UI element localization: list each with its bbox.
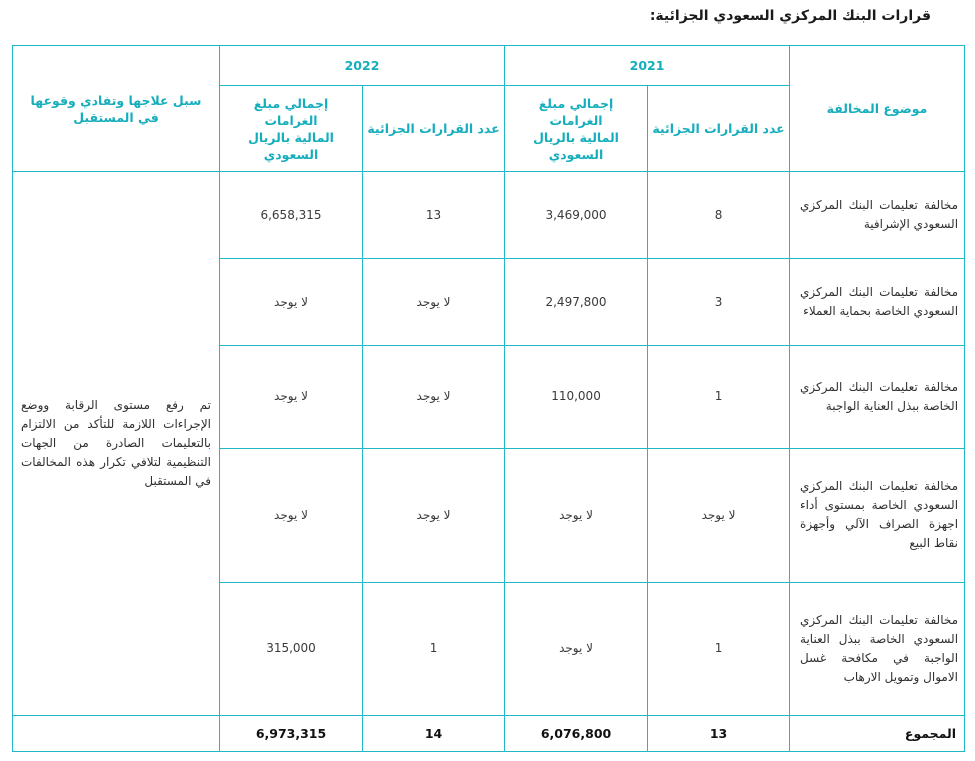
header-year-2021: 2021 bbox=[505, 46, 790, 86]
violation-subject: مخالفة تعليمات البنك المركزي الخاصة ببذل العناية الواجبة bbox=[790, 346, 965, 448]
count-2021: 1 bbox=[648, 346, 790, 448]
count-2021: 1 bbox=[648, 582, 790, 715]
remedy-text: تم رفع مستوى الرقابة ووضع الإجراءات اللازمة للتأكد من الالتزام بالتعليمات الصادرة من الجهات التنظيمية لتلافي تكرار هذه المخالفات في المستقبل bbox=[13, 172, 220, 716]
violation-subject: مخالفة تعليمات البنك المركزي السعودي الخاصة بحماية العملاء bbox=[790, 259, 965, 346]
count-2021: 8 bbox=[648, 172, 790, 259]
violation-subject: مخالفة تعليمات البنك المركزي السعودي الخاصة بمستوى أداء اجهزة الصراف الآلي وأجهزة نقاط البيع bbox=[790, 448, 965, 582]
amount-2022: لا يوجد bbox=[220, 448, 363, 582]
header-count-2021: عدد القرارات الجزائية bbox=[648, 86, 790, 172]
total-empty-cell bbox=[13, 715, 220, 751]
amount-2021: لا يوجد bbox=[505, 582, 648, 715]
total-amount-2021: 6,076,800 bbox=[505, 715, 648, 751]
count-2022: 13 bbox=[363, 172, 505, 259]
total-count-2022: 14 bbox=[363, 715, 505, 751]
amount-2021: لا يوجد bbox=[505, 448, 648, 582]
amount-2021: 3,469,000 bbox=[505, 172, 648, 259]
count-2021: 3 bbox=[648, 259, 790, 346]
amount-2022: 6,658,315 bbox=[220, 172, 363, 259]
violation-subject: مخالفة تعليمات البنك المركزي السعودي الإشرافية bbox=[790, 172, 965, 259]
amount-2022: لا يوجد bbox=[220, 259, 363, 346]
penalties-table bbox=[12, 45, 965, 752]
total-amount-2022: 6,973,315 bbox=[220, 715, 363, 751]
amount-2022: لا يوجد bbox=[220, 346, 363, 448]
header-subject: موضوع المخالفة bbox=[790, 46, 965, 172]
count-2022: 1 bbox=[363, 582, 505, 715]
count-2021: لا يوجد bbox=[648, 448, 790, 582]
count-2022: لا يوجد bbox=[363, 448, 505, 582]
violation-subject: مخالفة تعليمات البنك المركزي السعودي الخاصة ببذل العناية الواجبة في مكافحة غسل الاموال وتمويل الارهاب bbox=[790, 582, 965, 715]
header-year-2022: 2022 bbox=[220, 46, 505, 86]
header-remedy: سبل علاجها وتفادي وقوعها في المستقبل bbox=[13, 46, 220, 172]
count-2022: لا يوجد bbox=[363, 346, 505, 448]
table-row bbox=[13, 172, 965, 259]
amount-2021: 110,000 bbox=[505, 346, 648, 448]
amount-2022: 315,000 bbox=[220, 582, 363, 715]
header-amount-2022: إجمالي مبلغ الغرامات المالية بالريال السعودي bbox=[220, 86, 363, 172]
count-2022: لا يوجد bbox=[363, 259, 505, 346]
page-title: قرارات البنك المركزي السعودي الجزائية: bbox=[649, 8, 931, 24]
amount-2021: 2,497,800 bbox=[505, 259, 648, 346]
total-row bbox=[13, 715, 965, 751]
header-amount-2021: إجمالي مبلغ الغرامات المالية بالريال السعودي bbox=[505, 86, 648, 172]
total-label: المجموع bbox=[790, 715, 965, 751]
header-row-years bbox=[13, 46, 965, 86]
total-count-2021: 13 bbox=[648, 715, 790, 751]
header-count-2022: عدد القرارات الجزائية bbox=[363, 86, 505, 172]
